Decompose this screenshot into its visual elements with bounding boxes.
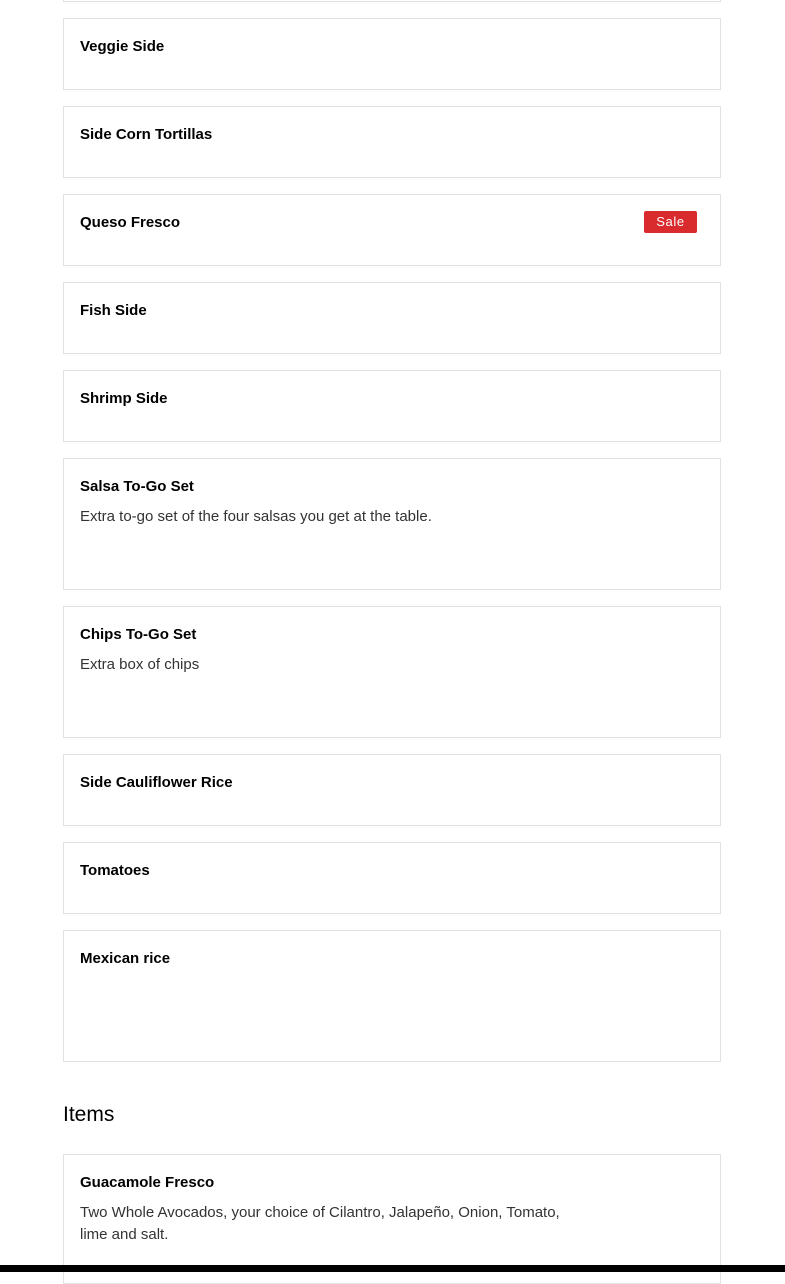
menu-item-title: Veggie Side [80,38,165,55]
menu-item-card-salsa-to-go-set[interactable] [63,458,721,590]
menu-item-title: Fish Side [80,302,147,319]
menu-item-card-fish-side[interactable] [63,282,721,354]
menu-item-card-veggie-side[interactable] [63,18,721,90]
menu-item-title: Salsa To-Go Set [80,478,194,495]
menu-item-card-side-corn-tortillas[interactable] [63,106,721,178]
menu-item-card-tomatoes[interactable] [63,842,721,914]
menu-item-description: Extra box of chips [80,656,200,673]
menu-item-title: Shrimp Side [80,390,168,407]
menu-item-description: Extra to-go set of the four salsas you get at the table. [80,508,432,525]
menu-item-title: Queso Fresco [80,214,181,231]
menu-item-description: Two Whole Avocados, your choice of Cilantro, Jalapeño, Onion, Tomato, lime and salt. [80,1204,560,1243]
menu-item-title: Guacamole Fresco [80,1174,215,1191]
menu-item-title: Tomatoes [80,862,150,879]
menu-item-card-mexican-rice[interactable] [63,930,721,1062]
menu-item-card-partial[interactable] [63,0,721,2]
sale-badge: Sale [644,211,697,233]
section-heading-items: Items [63,1103,115,1126]
menu-item-title: Chips To-Go Set [80,626,197,643]
bottom-bar [0,1265,785,1272]
menu-item-card-shrimp-side[interactable] [63,370,721,442]
menu-item-title: Mexican rice [80,950,171,967]
menu-item-title: Side Cauliflower Rice [80,774,233,791]
menu-item-card-chips-to-go-set[interactable] [63,606,721,738]
menu-item-card-queso-fresco[interactable] [63,194,721,266]
menu-item-title: Side Corn Tortillas [80,126,213,143]
menu-item-card-side-cauliflower-rice[interactable] [63,754,721,826]
